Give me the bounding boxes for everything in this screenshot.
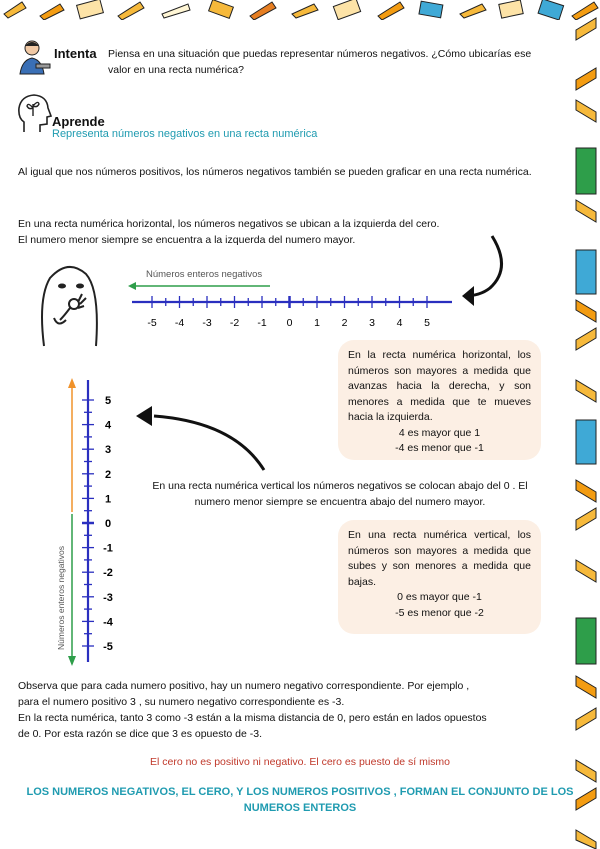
horizontal-tick-label: 2: [341, 317, 348, 329]
vertical-rule-callout: [338, 520, 541, 634]
horizontal-tick-label: 5: [424, 317, 430, 329]
vertical-tick-label: 3: [104, 444, 112, 457]
vertical-example-2: -5 es menor que -2: [395, 606, 484, 619]
character-ok-illustration: [30, 258, 110, 348]
horizontal-ticks: [152, 296, 427, 308]
horizontal-rule-text: En la recta numérica horizontal, los números son mayores a medida que avanzas hacia la derecha, y son menores a medida que te mueves hacia la izquierda.: [348, 349, 531, 423]
horizontal-example-2: -4 es menor que -1: [395, 442, 484, 454]
head-brain-icon: [16, 92, 52, 136]
vertical-line-label: Números enteros negativos: [56, 546, 66, 650]
intro-paragraph: Al igual que nos números positivos, los números negativos también se pueden graficar en una recta numérica.: [18, 166, 532, 178]
horizontal-tick-label: 0: [286, 317, 293, 329]
vertical-number-line: [50, 374, 130, 670]
vertical-example-1: 0 es mayor que -1: [397, 591, 482, 603]
horizontal-tick-label: -2: [229, 317, 240, 329]
vertical-tick-label: 5: [104, 395, 112, 407]
horizontal-tick-label: -5: [147, 317, 157, 329]
vertical-tick-label: -3: [103, 591, 113, 604]
horizontal-tick-label: -4: [174, 317, 185, 329]
vertical-ticks: [82, 400, 94, 646]
vertical-tick-label: -2: [103, 567, 113, 580]
horizontal-tick-label: -3: [202, 317, 212, 329]
curved-arrow-to-vertical-line: [124, 402, 274, 474]
vertical-tick-label: -4: [103, 616, 113, 629]
observa-line3: En la recta numérica, tanto 3 como -3 están a la misma distancia de 0, pero están en lados opuestos: [18, 712, 487, 724]
vertical-tick-labels: [103, 395, 114, 653]
horizontal-line-label: Números enteros negativos: [146, 269, 263, 280]
intenta-prompt: Piensa en una situación que puedas representar números negativos. ¿Cómo ubicarías ese valor en una recta numérica?: [108, 48, 532, 76]
vertical-tick-label: 0: [104, 518, 112, 530]
horizontal-tick-label: 4: [396, 317, 403, 329]
decorative-right-border: [572, 0, 600, 849]
decorative-top-border: [0, 0, 600, 20]
vertical-explanation: En una recta numérica vertical los números negativos se colocan abajo del 0 . El numero menor siempre se encuentra abajo del numero mayor.: [152, 480, 528, 508]
student-thinking-icon: [16, 38, 52, 76]
vertical-tick-label: -5: [103, 641, 113, 653]
curved-arrow-to-horizontal-line: [450, 228, 530, 310]
vertical-tick-label: 1: [104, 493, 112, 506]
observa-line1: Observa que para cada numero positivo, hay un numero negativo correspondiente. Por ejemplo ,: [18, 680, 470, 692]
horizontal-example-1: 4 es mayor que 1: [398, 426, 481, 439]
horizontal-tick-label: 3: [369, 317, 375, 329]
horizontal-tick-label: -1: [257, 317, 267, 329]
observa-line4: de 0. Por esta razón se dice que 3 es opuesto de -3.: [18, 728, 262, 740]
vertical-rule-text: En una recta numérica vertical, los números son mayores a medida que subes y son menores a medida que bajas.: [348, 529, 531, 588]
vertical-tick-label: 2: [104, 468, 112, 481]
intenta-label: Intenta: [54, 46, 97, 61]
horizontal-explanation-line2: El numero menor siempre se encuentra a la izquerda del numero mayor.: [18, 234, 356, 246]
horizontal-number-line: [120, 264, 470, 336]
vertical-tick-label: -1: [103, 542, 113, 555]
horizontal-rule-callout: [338, 340, 541, 460]
vertical-tick-label: 4: [104, 419, 112, 432]
horizontal-tick-label: 1: [314, 317, 320, 329]
aprende-label: Aprende: [52, 114, 105, 129]
aprende-subtitle: Representa números negativos en una recta numérica: [52, 128, 318, 140]
integers-conclusion: LOS NUMEROS NEGATIVOS, EL CERO, Y LOS NUMEROS POSITIVOS , FORMAN EL CONJUNTO DE LOS NUMEROS ENTEROS: [26, 786, 574, 814]
horizontal-tick-labels: [147, 317, 430, 329]
observa-line2: para el numero positivo 3 , su numero negativo correspondiente es -3.: [18, 696, 345, 708]
horizontal-explanation-line1: En una recta numérica horizontal, los números negativos se ubican a la izquierda del cero.: [18, 218, 440, 230]
zero-note: El cero no es positivo ni negativo. El cero es puesto de sí mismo: [150, 756, 450, 768]
